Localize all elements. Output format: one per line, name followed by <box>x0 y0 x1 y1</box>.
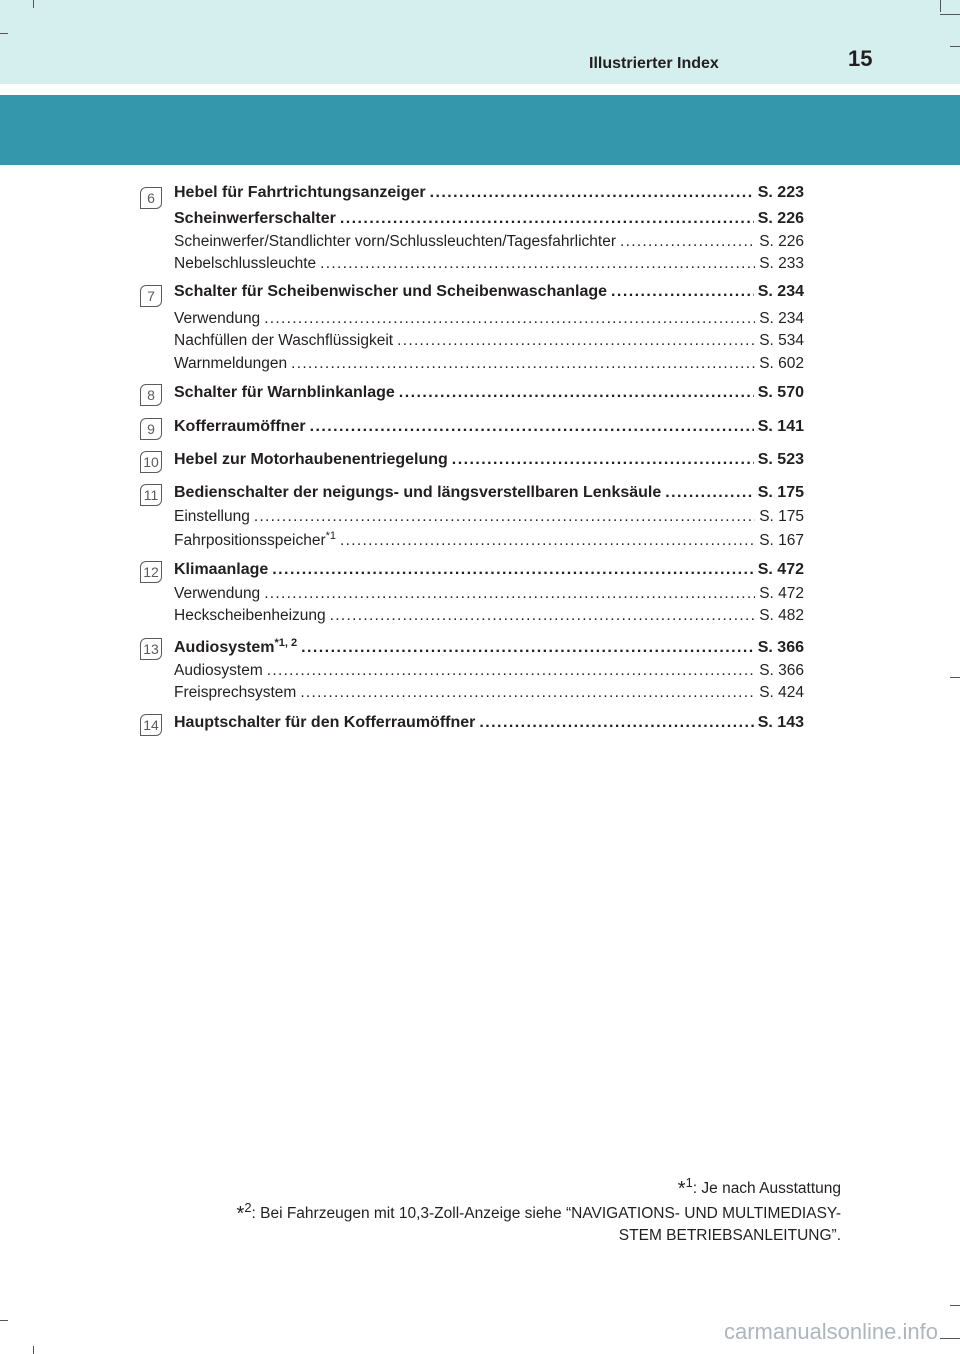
page-reference[interactable]: S. 472 <box>757 561 804 578</box>
index-subentry[interactable] <box>174 585 804 603</box>
page-reference[interactable]: S. 472 <box>759 585 804 602</box>
index-entry[interactable] <box>174 484 804 502</box>
index-entry[interactable] <box>174 184 804 202</box>
page-reference[interactable]: S. 366 <box>759 662 804 679</box>
page-reference[interactable]: S. 482 <box>759 607 804 624</box>
dot-leader <box>264 310 755 328</box>
crop-mark <box>940 14 960 15</box>
footnote-reference: *1, 2 <box>274 637 298 649</box>
index-subentry[interactable] <box>174 233 804 251</box>
item-number-badge: 11 <box>140 484 162 506</box>
item-number-badge: 10 <box>140 451 162 473</box>
entry-label: Verwendung <box>174 585 261 602</box>
crop-mark <box>33 0 34 8</box>
index-subentry[interactable] <box>174 662 804 680</box>
crop-mark <box>0 1320 8 1321</box>
page-reference[interactable]: S. 602 <box>759 355 804 372</box>
entry-label: Nebelschlussleuchte <box>174 255 317 272</box>
entry-label: Verwendung <box>174 310 261 327</box>
index-subentry[interactable] <box>174 255 804 273</box>
page-reference[interactable]: S. 223 <box>757 184 804 201</box>
page-reference[interactable]: S. 167 <box>759 532 804 549</box>
dot-leader <box>330 607 756 625</box>
page-reference[interactable]: S. 226 <box>757 210 804 227</box>
index-subentry[interactable] <box>174 607 804 625</box>
crop-mark <box>33 1346 34 1354</box>
entry-label: Hauptschalter für den Kofferraumöffner <box>174 714 476 731</box>
index-entry[interactable] <box>174 561 804 579</box>
item-number-badge: 6 <box>140 187 162 209</box>
dot-leader <box>430 184 754 202</box>
index-subentry[interactable] <box>174 530 804 550</box>
entry-label: Heckscheibenheizung <box>174 607 326 624</box>
entry-label: Klimaanlage <box>174 561 269 578</box>
index-entry[interactable] <box>174 418 804 436</box>
crop-mark <box>940 0 941 12</box>
index-entry[interactable] <box>174 451 804 469</box>
item-number-badge: 13 <box>140 638 162 660</box>
footnote-text: : Bei Fahrzeugen mit 10,3-Zoll-Anzeige siehe “NAVIGATIONS- UND MULTIMEDIASY- <box>251 1205 841 1223</box>
index-subentry[interactable] <box>174 355 804 373</box>
index-subentry[interactable] <box>174 684 804 702</box>
footnote-number: 2 <box>244 1200 252 1215</box>
footnote-asterisk: * <box>677 1178 686 1201</box>
item-number-badge: 12 <box>140 561 162 583</box>
dot-leader <box>452 451 754 469</box>
index-entry[interactable] <box>174 637 804 657</box>
dot-leader <box>291 355 755 373</box>
page-reference[interactable]: S. 424 <box>759 684 804 701</box>
entry-label: Kofferraumöffner <box>174 418 306 435</box>
index-subentry[interactable] <box>174 508 804 526</box>
index-subentry[interactable] <box>174 332 804 350</box>
entry-label: Freisprechsystem <box>174 684 297 701</box>
index-entry[interactable] <box>174 210 804 228</box>
page-reference[interactable]: S. 523 <box>757 451 804 468</box>
page-number: 15 <box>848 46 873 71</box>
index-subentry[interactable] <box>174 310 804 328</box>
entry-label: Nachfüllen der Waschflüssigkeit <box>174 332 394 349</box>
dot-leader <box>397 332 755 350</box>
item-number-badge: 7 <box>140 285 162 307</box>
page-reference[interactable]: S. 226 <box>759 233 804 250</box>
footnote-asterisk: * <box>236 1203 245 1226</box>
dot-leader <box>264 585 755 603</box>
page-reference[interactable]: S. 534 <box>759 332 804 349</box>
dot-leader <box>399 384 754 402</box>
page-reference[interactable]: S. 141 <box>757 418 804 435</box>
footnote-2-continued: STEM BETRIEBSANLEITUNG”. <box>618 1227 841 1244</box>
dot-leader <box>300 684 755 702</box>
dot-leader <box>254 508 755 526</box>
entry-label: Bedienschalter der neigungs- und längsverstellbaren Lenksäule <box>174 484 662 501</box>
entry-label: Audiosystem <box>174 662 263 679</box>
page-reference[interactable]: S. 143 <box>757 714 804 731</box>
dot-leader <box>611 283 754 301</box>
watermark: carmanualsonline.info <box>723 1319 938 1344</box>
section-title: Illustrierter Index <box>589 55 719 72</box>
crop-mark <box>0 33 8 34</box>
dot-leader <box>272 561 753 579</box>
header-band <box>0 0 960 84</box>
footnote-2 <box>237 1200 841 1226</box>
entry-label: Scheinwerfer/Standlichter vorn/Schlussleuchten/Tagesfahrlichter <box>174 233 616 250</box>
dot-leader <box>340 210 754 228</box>
dot-leader <box>320 255 755 273</box>
section-color-band <box>0 95 960 165</box>
dot-leader <box>310 418 754 436</box>
dot-leader <box>267 662 755 680</box>
dot-leader <box>340 532 755 550</box>
index-entry[interactable] <box>174 714 804 732</box>
footnote-text: : Je nach Ausstattung <box>692 1180 841 1198</box>
entry-label: Warnmeldungen <box>174 355 288 372</box>
page-reference[interactable]: S. 175 <box>757 484 804 501</box>
page-reference[interactable]: S. 233 <box>759 255 804 272</box>
footnote-number: 1 <box>685 1175 693 1190</box>
entry-label: Fahrpositionsspeicher$^{*1}$ <box>174 530 337 549</box>
dot-leader <box>479 714 753 732</box>
page-reference[interactable]: S. 366 <box>757 639 804 656</box>
crop-mark <box>950 46 960 47</box>
entry-label: Schalter für Warnblinkanlage <box>174 384 395 401</box>
entry-label: Schalter für Scheibenwischer und Scheibenwaschanlage <box>174 283 608 300</box>
footnote-reference: *1 <box>325 530 337 542</box>
entry-label: Hebel für Fahrtrichtungsanzeiger <box>174 184 426 201</box>
entry-label: Einstellung <box>174 508 250 525</box>
dot-leader <box>665 484 753 502</box>
crop-mark <box>950 677 960 678</box>
page-reference[interactable]: S. 570 <box>757 384 804 401</box>
item-number-badge: 8 <box>140 384 162 406</box>
index-entry[interactable] <box>174 283 804 301</box>
dot-leader <box>620 233 755 251</box>
entry-label: Scheinwerferschalter <box>174 210 336 227</box>
page-reference[interactable]: S. 234 <box>759 310 804 327</box>
footnote-1 <box>678 1175 841 1201</box>
item-number-badge: 14 <box>140 714 162 736</box>
item-number-badge: 9 <box>140 418 162 440</box>
dot-leader <box>301 639 754 657</box>
crop-mark <box>940 1338 960 1339</box>
index-entry[interactable] <box>174 384 804 402</box>
page-reference[interactable]: S. 175 <box>759 508 804 525</box>
page-reference[interactable]: S. 234 <box>757 283 804 300</box>
crop-mark <box>950 1305 960 1306</box>
entry-label: Audiosystem$^{*1, 2}$ <box>174 637 298 656</box>
entry-label: Hebel zur Motorhaubenentriegelung <box>174 451 448 468</box>
